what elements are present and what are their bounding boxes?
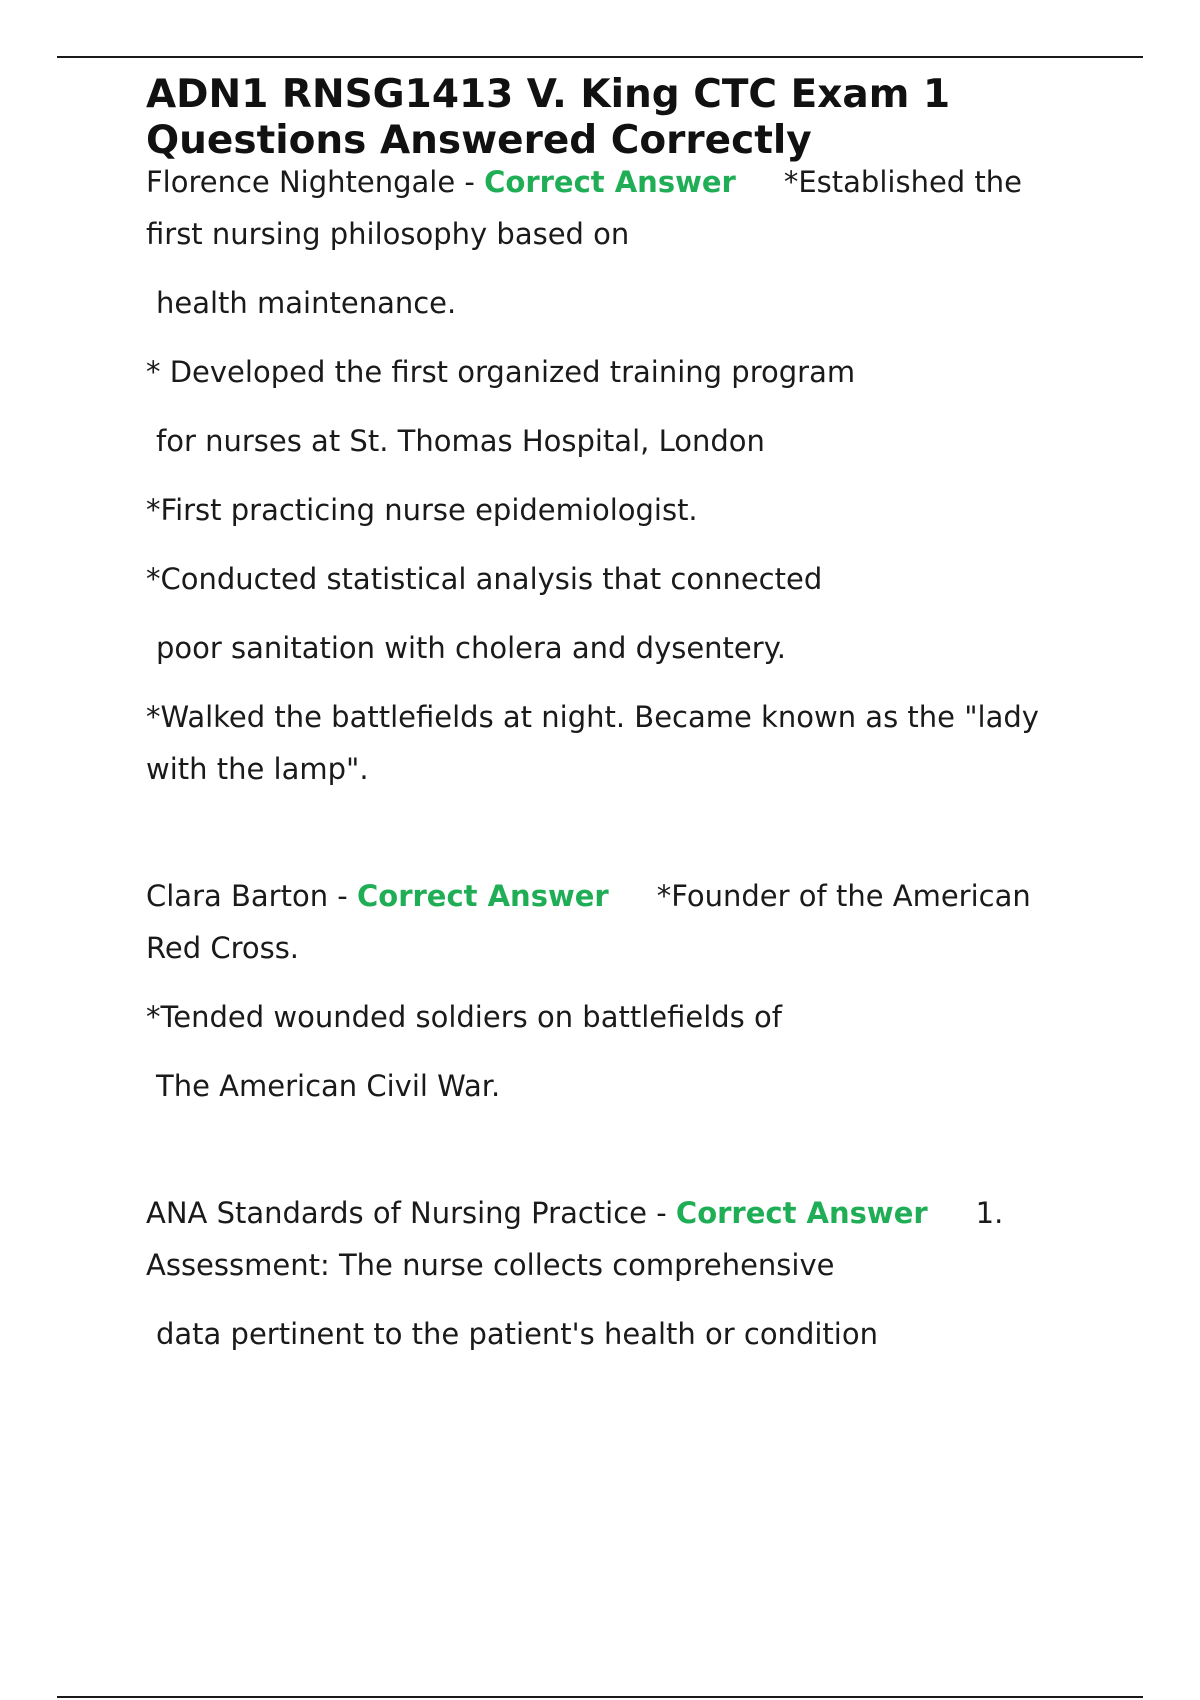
entry-answer-start: 1.	[975, 1196, 1004, 1230]
qa-entry	[146, 870, 1106, 1112]
entry-line: The American Civil War.	[156, 1069, 501, 1103]
entry-question-line	[146, 870, 1106, 922]
correct-answer-label: Correct Answer	[675, 1196, 928, 1230]
bottom-rule	[57, 1696, 1143, 1698]
top-rule	[57, 56, 1143, 58]
correct-answer-label: Correct Answer	[484, 165, 736, 199]
entry-line: *Conducted statistical analysis that connected	[146, 562, 823, 596]
entry-answer-start: *Founder of the American	[656, 879, 1031, 913]
entry-line: *First practicing nurse epidemiologist.	[146, 493, 698, 527]
entry-line: *Walked the battlefields at night. Became known as the "lady	[146, 700, 1039, 734]
entry-term: Clara Barton -	[146, 879, 357, 913]
title-line-1: ADN1 RNSG1413 V. King CTC Exam 1	[146, 72, 951, 117]
document-body	[146, 72, 1106, 1360]
entry-line: first nursing philosophy based on	[146, 217, 630, 251]
entry-line: Red Cross.	[146, 931, 300, 965]
correct-answer-label: Correct Answer	[356, 879, 609, 913]
entry-answer-start: *Established the	[783, 165, 1023, 199]
entry-line: *Tended wounded soldiers on battlefields of	[146, 1000, 782, 1034]
qa-entry	[146, 156, 1106, 795]
qa-entry	[146, 1187, 1106, 1360]
entry-line: * Developed the first organized training program	[146, 355, 856, 389]
entry-question-line	[146, 156, 1106, 208]
document-title	[146, 72, 1106, 164]
entry-line: Assessment: The nurse collects comprehensive	[146, 1248, 835, 1282]
title-line-2: Questions Answered Correctly	[146, 118, 812, 163]
entry-question-line	[146, 1187, 1106, 1239]
entry-line: data pertinent to the patient's health or condition	[156, 1317, 878, 1351]
entry-term: ANA Standards of Nursing Practice -	[146, 1196, 676, 1230]
entry-line: with the lamp".	[146, 752, 369, 786]
entry-line: for nurses at St. Thomas Hospital, London	[156, 424, 765, 458]
entry-line: poor sanitation with cholera and dysentery.	[156, 631, 786, 665]
entry-line: health maintenance.	[156, 286, 457, 320]
entry-term: Florence Nightengale -	[146, 165, 485, 199]
